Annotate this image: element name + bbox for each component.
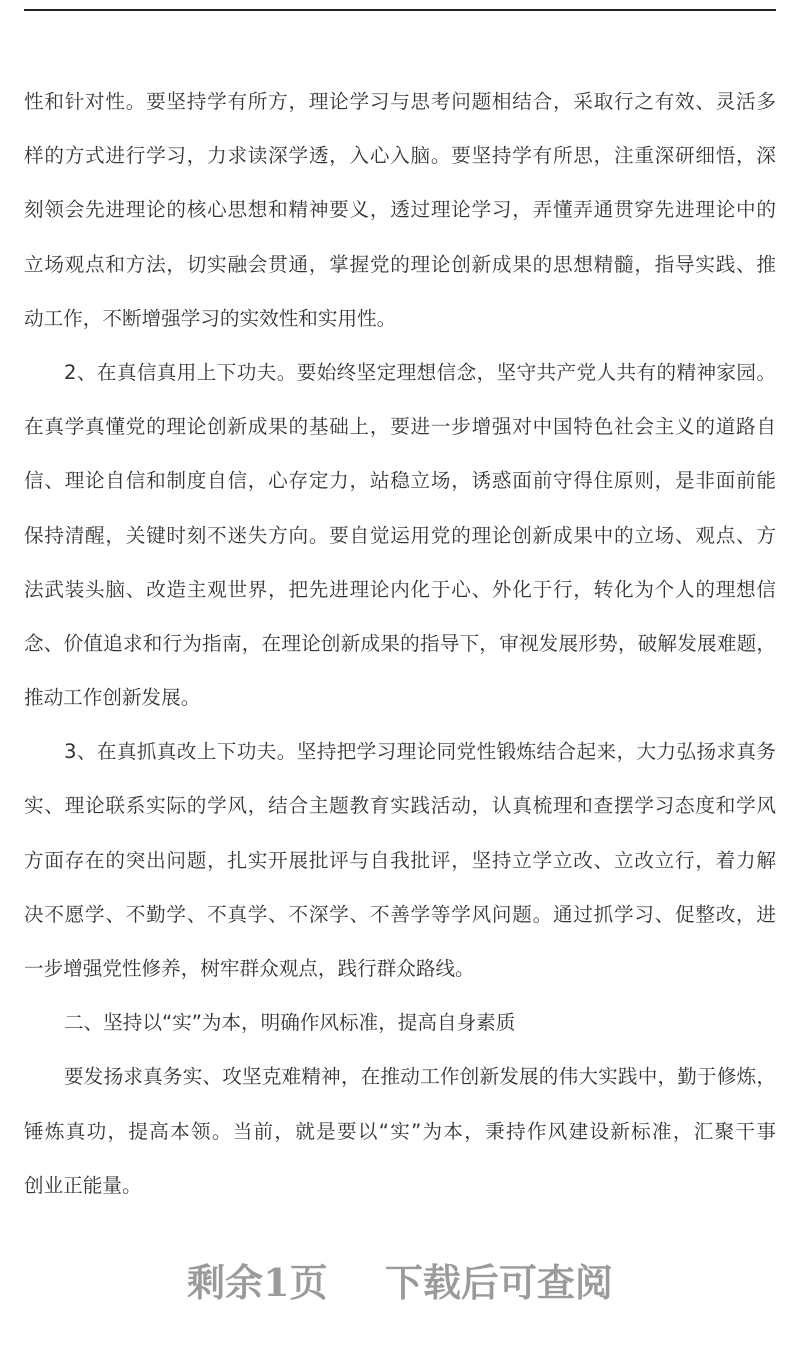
download-to-view-label[interactable]: 下载后可查阅 <box>384 1260 613 1305</box>
text-line: 3、在真抓真改上下功夫。坚持把学习理论同党性锻炼结合起来，大力弘扬求真务 <box>64 740 776 764</box>
text-line: 锤炼真功，提高本领。当前，就是要以“实”为本，秉持作风建设新标准，汇聚干事 <box>24 1119 776 1143</box>
download-prompt[interactable] <box>0 1252 800 1307</box>
text-line: 二、坚持以“实”为本，明确作风标准，提高自身素质 <box>64 1011 516 1035</box>
text-line: 念、价值追求和行为指南，在理论创新成果的指导下，审视发展形势，破解发展难题， <box>24 631 776 655</box>
text-line: 在真学真懂党的理论创新成果的基础上，要进一步增强对中国特色社会主义的道路自 <box>24 415 776 439</box>
paragraph <box>24 346 776 725</box>
remaining-pages-label: 剩余1页 <box>187 1260 328 1305</box>
text-line: 刻领会先进理论的核心思想和精神要义，透过理论学习，弄懂弄通贯穿先进理论中的 <box>24 198 776 222</box>
text-line: 实、理论联系实际的学风，结合主题教育实践活动，认真梳理和查摆学习态度和学风 <box>24 794 776 818</box>
text-line: 创业正能量。 <box>24 1173 142 1197</box>
text-line: 要发扬求真务实、攻坚克难精神，在推动工作创新发展的伟大实践中，勤于修炼， <box>64 1065 776 1089</box>
document-body <box>24 75 776 1213</box>
text-line: 信、理论自信和制度自信，心存定力，站稳立场，诱惑面前守得住原则，是非面前能 <box>24 469 776 493</box>
paragraph <box>24 75 776 346</box>
paragraph <box>24 725 776 996</box>
text-line: 2、在真信真用上下功夫。要始终坚定理想信念，坚守共产党人共有的精神家园。 <box>64 360 776 384</box>
paragraph <box>24 1050 776 1213</box>
top-divider <box>24 9 776 11</box>
text-line: 动工作，不断增强学习的实效性和实用性。 <box>24 306 397 330</box>
text-line: 样的方式进行学习，力求读深学透，入心入脑。要坚持学有所思，注重深研细悟，深 <box>24 144 776 168</box>
text-line: 法武装头脑、改造主观世界，把先进理论内化于心、外化于行，转化为个人的理想信 <box>24 577 776 601</box>
text-line: 推动工作创新发展。 <box>24 686 201 710</box>
text-line: 保持清醒，关键时刻不迷失方向。要自觉运用党的理论创新成果中的立场、观点、方 <box>24 523 776 547</box>
text-line: 性和针对性。要坚持学有所方，理论学习与思考问题相结合，采取行之有效、灵活多 <box>24 90 776 113</box>
text-line: 决不愿学、不勤学、不真学、不深学、不善学等学风问题。通过抓学习、促整改，进 <box>24 902 776 926</box>
text-line: 方面存在的突出问题，扎实开展批评与自我批评，坚持立学立改、立改立行，着力解 <box>24 848 776 872</box>
text-line: 一步增强党性修养，树牢群众观点，践行群众路线。 <box>24 957 475 980</box>
paragraph <box>24 996 776 1050</box>
text-line: 立场观点和方法，切实融会贯通，掌握党的理论创新成果的思想精髓，指导实践、推 <box>24 252 776 276</box>
